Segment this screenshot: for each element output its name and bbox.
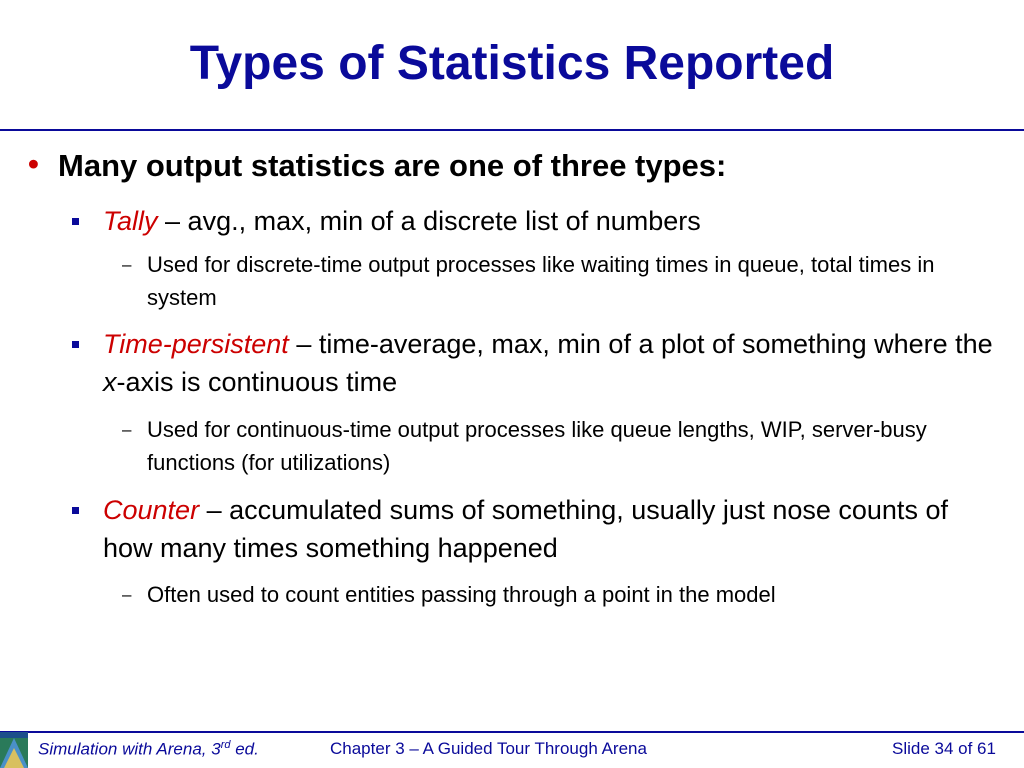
term-counter: Counter xyxy=(103,495,200,525)
dash-icon: – xyxy=(122,420,132,439)
dash-icon: – xyxy=(122,255,132,274)
term-time-persistent: Time-persistent xyxy=(103,329,289,359)
tally-description: – avg., max, min of a discrete list of numbers xyxy=(157,206,701,236)
bullet-icon: • xyxy=(28,146,39,181)
time-persistent-description-b: -axis is continuous time xyxy=(116,367,398,397)
footer-slide-number: Slide 34 of 61 xyxy=(892,739,996,758)
title-divider xyxy=(0,129,1024,131)
slide-title: Types of Statistics Reported xyxy=(189,37,835,90)
footer-book-title: Simulation with Arena, 3rd ed. xyxy=(38,739,259,759)
x-variable: x xyxy=(103,367,117,397)
square-bullet-icon xyxy=(72,507,79,514)
time-persistent-description-a: – time-average, max, min of a plot of something where the xyxy=(288,329,993,359)
dash-icon: – xyxy=(122,585,132,604)
book-cover-icon xyxy=(0,732,28,768)
counter-usage: Often used to count entities passing through a point in the model xyxy=(147,582,776,607)
footer-chapter: Chapter 3 – A Guided Tour Through Arena xyxy=(330,739,647,758)
term-tally: Tally xyxy=(103,206,158,236)
main-heading: Many output statistics are one of three types: xyxy=(58,148,727,183)
time-persistent-usage: Used for continuous-time output processes like queue lengths, WIP, server-busy functions (for utilizations) xyxy=(147,417,927,475)
square-bullet-icon xyxy=(72,218,79,225)
tally-usage: Used for discrete-time output processes like waiting times in queue, total times in system xyxy=(147,252,935,310)
footer-divider xyxy=(0,731,1024,733)
counter-description: – accumulated sums of something, usually just nose counts of how many times something happened xyxy=(103,495,948,563)
square-bullet-icon xyxy=(72,341,79,348)
